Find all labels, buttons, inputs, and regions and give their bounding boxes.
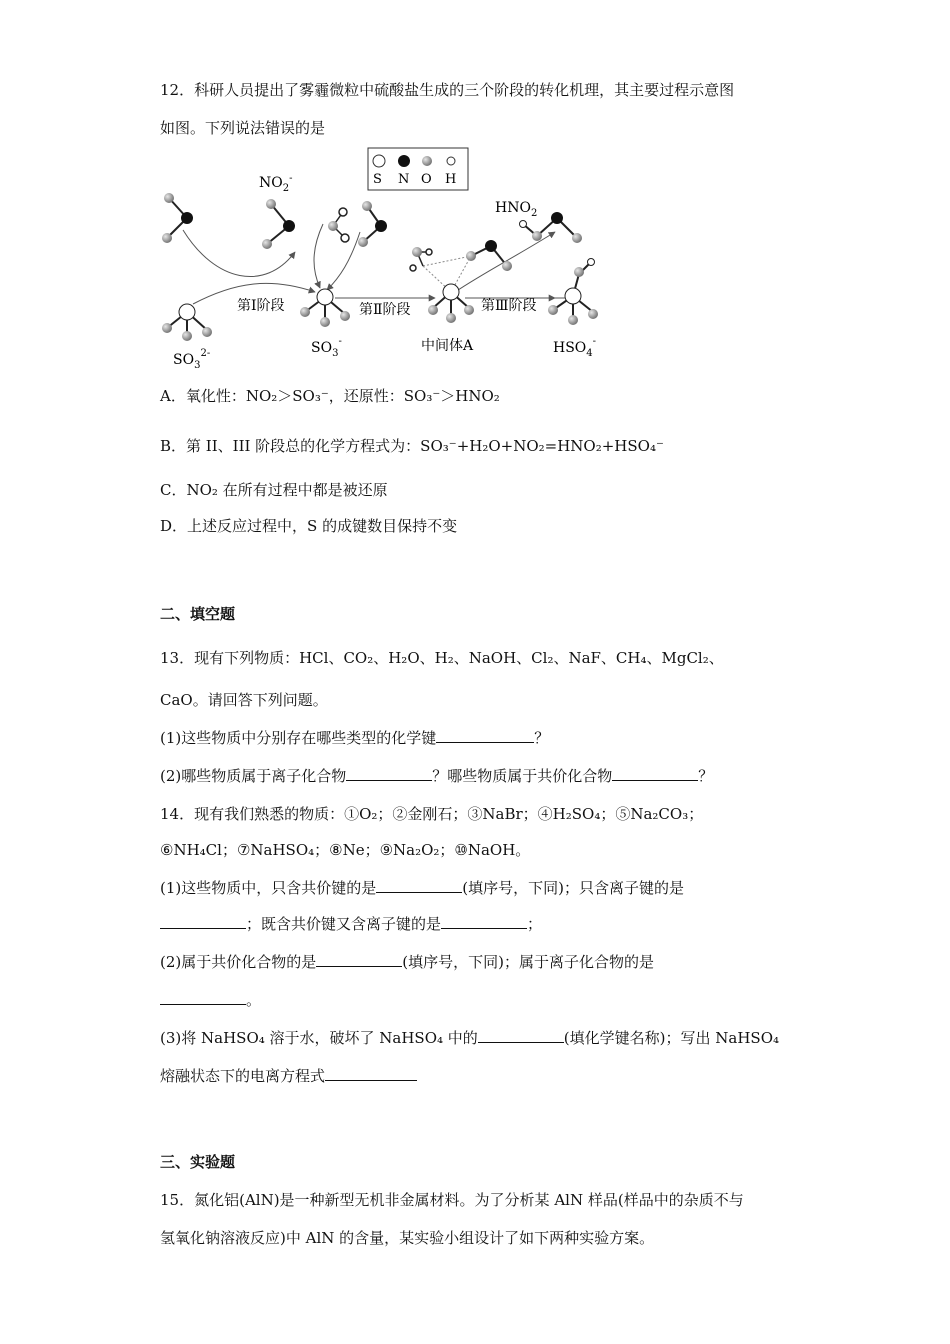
hso4-minus-label: $HSO_4^-$	[553, 336, 597, 359]
stage2-label: 第Ⅱ阶段	[359, 302, 411, 318]
q14-sub3-text-c: 熔融状态下的电离方程式	[160, 1067, 326, 1085]
q13-sub2-text-a: (2)哪些物质属于离子化合物	[160, 767, 347, 785]
q12-option-d: D．上述反应过程中，S 的成键数目保持不变	[160, 517, 458, 535]
so3-minus-molecule	[300, 289, 350, 327]
legend-label-s: S	[373, 172, 382, 187]
q14-sub2-line1	[160, 952, 654, 972]
q12-stem-line1: 12．科研人员提出了雾霾微粒中硫酸盐生成的三个阶段的转化机理，其主要过程示意图	[160, 81, 735, 99]
q14-sub2-line2	[160, 990, 261, 1010]
legend-label-h: H	[445, 172, 457, 187]
q14-sub1-text-a: (1)这些物质中，只含共价键的是	[160, 879, 377, 897]
q13-sub2-text-b: ？哪些物质属于共价化合物	[432, 767, 613, 785]
stage1-label: 第Ⅰ阶段	[237, 298, 285, 314]
q12-option-b: B．第 II、III 阶段总的化学方程式为：SO₃⁻+H₂O+NO₂=HNO₂+HSO₄⁻	[160, 437, 664, 455]
legend-s-atom-icon	[373, 155, 385, 167]
no2-molecule-middle	[358, 201, 387, 247]
q13-stem-line1: 13．现有下列物质：HCl、CO₂、H₂O、H₂、NaOH、Cl₂、NaF、CH₄、MgCl₂、	[160, 649, 724, 667]
q13-sub2	[160, 766, 713, 786]
so3-minus-label: $SO_3^-$	[311, 336, 342, 359]
q12-option-c: C．NO₂ 在所有过程中都是被还原	[160, 481, 388, 499]
stage3-label: 第Ⅲ阶段	[481, 298, 537, 314]
q14-sub3-line1	[160, 1028, 779, 1048]
answer-blank[interactable]	[325, 1066, 417, 1081]
h2o-molecule	[328, 208, 349, 242]
answer-blank[interactable]	[316, 952, 402, 967]
q13-sub1	[160, 728, 549, 748]
q14-sub2-text-a: (2)属于共价化合物的是	[160, 953, 317, 971]
answer-blank[interactable]	[160, 914, 246, 929]
q13-sub1-end: ？	[534, 729, 550, 747]
intermediate-a-label: 中间体A	[421, 338, 474, 354]
answer-blank[interactable]	[478, 1028, 564, 1043]
legend-h-atom-icon	[447, 157, 455, 165]
q14-sub1-text-b: (填序号，下同)；只含离子键的是	[462, 879, 684, 897]
q14-stem-line1: 14．现有我们熟悉的物质：①O₂；②金刚石；③NaBr；④H₂SO₄；⑤Na₂CO₃；	[160, 805, 704, 823]
hso4-minus-molecule	[548, 259, 598, 326]
q14-sub3-line2	[160, 1066, 417, 1086]
q12-option-a: A．氧化性：NO₂＞SO₃⁻，还原性：SO₃⁻＞HNO₂	[160, 387, 500, 405]
legend-label-o: O	[421, 172, 432, 187]
no2-molecule-left	[162, 193, 193, 243]
q15-stem-line2: 氢氧化钠溶液反应)中 AlN 的含量，某实验小组设计了如下两种实验方案。	[160, 1229, 655, 1247]
reaction-arrows	[183, 224, 575, 304]
so3-2minus-molecule	[162, 304, 212, 341]
answer-blank[interactable]	[441, 914, 527, 929]
q14-sub1-text-c: ；既含共价键又含离子键的是	[246, 915, 442, 933]
q14-stem-line2: ⑥NH₄Cl；⑦NaHSO₄；⑧Ne；⑨Na₂O₂；⑩NaOH。	[160, 841, 531, 859]
answer-blank[interactable]	[612, 766, 698, 781]
sulfate-mechanism-diagram	[155, 142, 795, 374]
answer-blank[interactable]	[436, 728, 534, 743]
legend-label-n: N	[398, 172, 410, 187]
q13-stem-line2: CaO。请回答下列问题。	[160, 691, 328, 709]
q14-sub1-line1	[160, 878, 684, 898]
q13-sub1-text: (1)这些物质中分别存在哪些类型的化学键	[160, 729, 437, 747]
section2-heading: 二、填空题	[160, 605, 236, 623]
q14-sub1-line2	[160, 914, 542, 934]
q13-sub2-end: ？	[698, 767, 714, 785]
no2-minus-label: $NO_2^-$	[259, 173, 293, 194]
section3-heading: 三、实验题	[160, 1153, 236, 1171]
answer-blank[interactable]	[160, 990, 246, 1005]
so3-2minus-label: $SO_3^{2-}$	[173, 348, 211, 371]
q14-sub1-end: ；	[527, 915, 543, 933]
q12-stem-line2: 如图。下列说法错误的是	[160, 119, 326, 137]
no2-minus-molecule	[262, 199, 295, 249]
q15-stem-line1: 15．氮化铝(AlN)是一种新型无机非金属材料。为了分析某 AlN 样品(样品中的杂质不与	[160, 1191, 744, 1209]
legend-n-atom-icon	[398, 155, 410, 167]
answer-blank[interactable]	[346, 766, 432, 781]
q14-sub3-text-b: (填化学键名称)；写出 NaHSO₄	[563, 1029, 780, 1047]
hno2-label: $HNO_2$	[495, 200, 538, 219]
atom-legend	[368, 148, 468, 190]
q14-sub3-text-a: (3)将 NaHSO₄ 溶于水，破坏了 NaHSO₄ 中的	[160, 1029, 478, 1047]
legend-o-atom-icon	[422, 156, 432, 166]
hno2-molecule	[520, 212, 583, 243]
q14-sub2-end: 。	[246, 991, 262, 1009]
q14-sub2-text-b: (填序号，下同)；属于离子化合物的是	[402, 953, 654, 971]
answer-blank[interactable]	[376, 878, 462, 893]
